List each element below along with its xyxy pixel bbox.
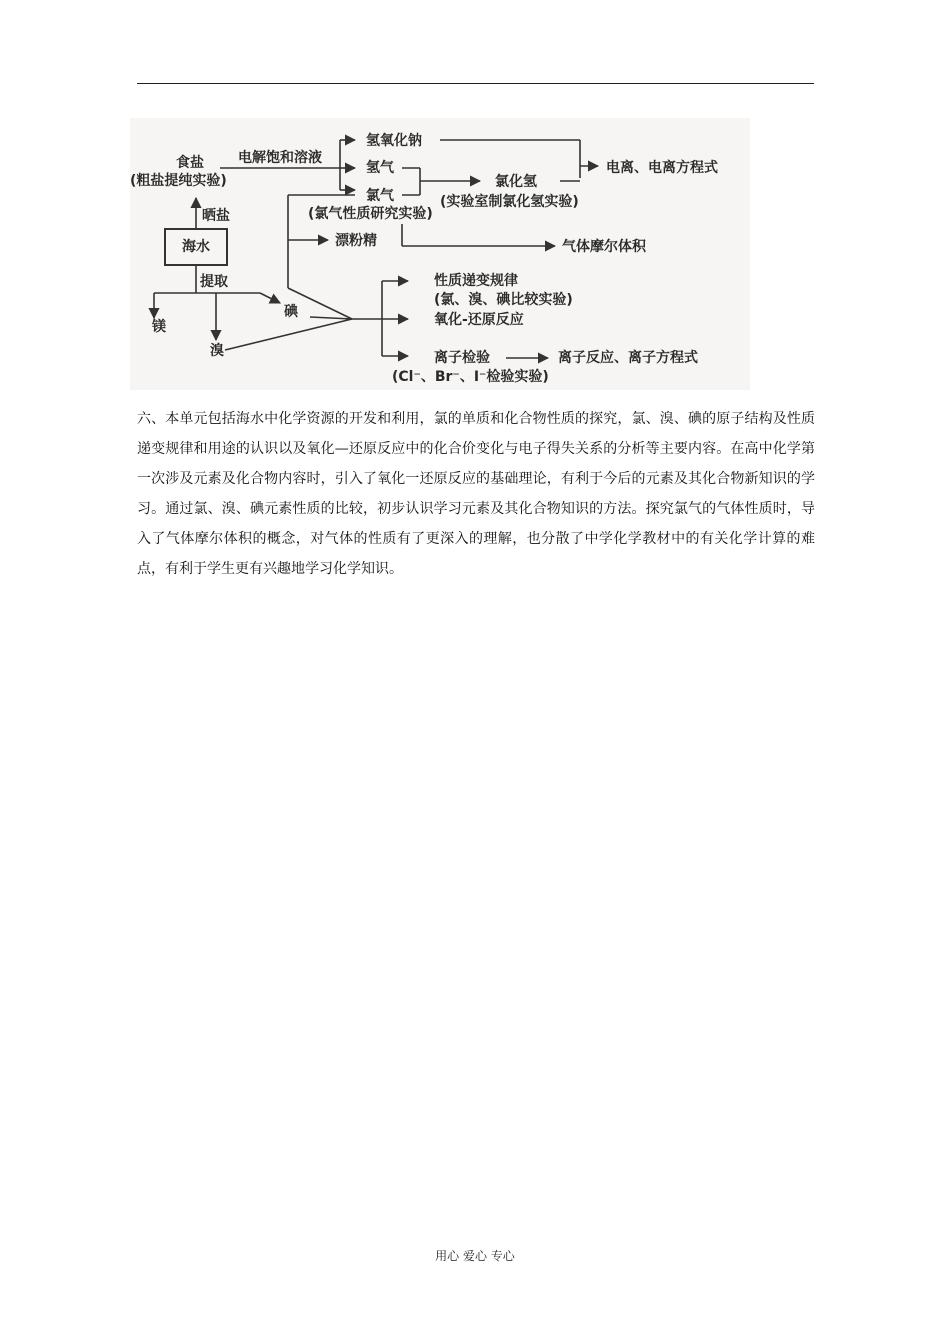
magnesium-label: 镁 xyxy=(152,319,166,335)
salt-label: 食盐 xyxy=(176,155,204,171)
evaporate-label: 晒盐 xyxy=(202,208,230,224)
bromine-label: 溴 xyxy=(210,343,224,359)
ionization-label: 电离、电离方程式 xyxy=(606,160,718,176)
hydrogen-label: 氢气 xyxy=(366,160,394,176)
halogen-compare-label: (氯、溴、碘比较实验) xyxy=(434,292,573,308)
ion-reaction-label: 离子反应、离子方程式 xyxy=(558,350,698,366)
salt-purify-label: (粗盐提纯实验) xyxy=(130,173,227,189)
extract-label: 提取 xyxy=(200,274,228,290)
page-footer: 用心 爱心 专心 xyxy=(435,1249,515,1263)
header-rule xyxy=(137,83,814,84)
ion-test-detail-label: (Cl⁻、Br⁻、I⁻检验实验) xyxy=(392,369,549,385)
molar-volume-label: 气体摩尔体积 xyxy=(562,239,646,255)
hcl-label: 氯化氢 xyxy=(495,174,537,190)
knowledge-flow-diagram xyxy=(130,118,750,390)
bleach-label: 漂粉精 xyxy=(335,233,377,249)
iodine-label: 碘 xyxy=(284,304,298,320)
electrolysis-label: 电解饱和溶液 xyxy=(238,150,322,166)
hcl-lab-label: (实验室制氯化氢实验) xyxy=(440,194,579,210)
naoh-label: 氢氧化钠 xyxy=(366,133,422,149)
periodic-law-label: 性质递变规律 xyxy=(434,273,518,289)
chlorine-label: 氯气 xyxy=(366,188,394,204)
ion-test-label: 离子检验 xyxy=(434,350,490,366)
body-paragraph: 六、本单元包括海水中化学资源的开发和利用，氯的单质和化合物性质的探究，氯、溴、碘的原子结构及性质递变规律和用途的认识以及氧化—还原反应中的化合价变化与电子得失关系的分析等主要内容。在高中化学第一次涉及元素及化合物内容时，引入了氧化一还原反应的基础理论，有利于今后的元素及其化合物新知识的学习。通过氯、溴、碘元素性质的比较，初步认识学习元素及其化合物知识的方法。探究氯气的气体性质时，导入了气体摩尔体积的概念，对气体的性质有了更深入的理解，也分散了中学化学教材中的有关化学计算的难点，有利于学生更有兴趣地学习化学知识。 xyxy=(137,411,815,577)
seawater-label: 海水 xyxy=(182,239,210,255)
chlorine-study-label: (氯气性质研究实验) xyxy=(308,206,433,222)
redox-label: 氧化-还原反应 xyxy=(434,312,524,328)
